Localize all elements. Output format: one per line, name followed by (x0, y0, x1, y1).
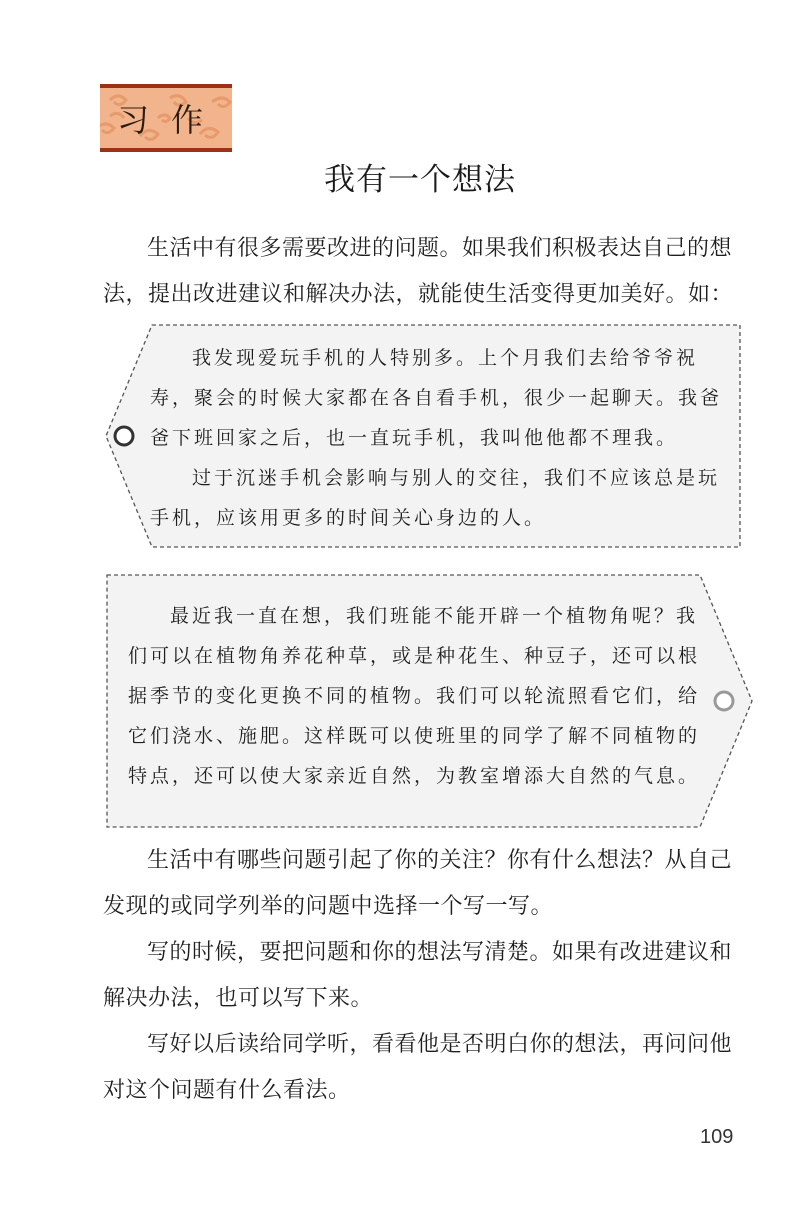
example-paragraph: 最近我一直在想，我们班能不能开辟一个植物角呢？我们可以在植物角养花种草，或是种花生、种豆子，还可以根据季节的变化更换不同的植物。我们可以轮流照看它们，给它们浇水、施肥。这样既可以使班里的同学了解不同植物的特点，还可以使大家亲近自然，为教室增添大自然的气息。 (128, 605, 701, 787)
section-tag-label: 习作 (116, 101, 225, 139)
instruction-paragraph: 写的时候，要把问题和你的想法写清楚。如果有改进建议和解决办法，也可以写下来。 (103, 940, 733, 1011)
example-paragraph: 我发现爱玩手机的人特别多。上个月我们去给爷爷祝寿，聚会的时候大家都在各自看手机，很少一起聊天。我爸爸下班回家之后，也一直玩手机，我叫他他都不理我。 (150, 347, 723, 449)
instruction-paragraph: 写好以后读给同学听，看看他是否明白你的想法，再问问他对这个问题有什么看法。 (103, 1032, 733, 1103)
page-number: 109 (700, 1126, 734, 1148)
example-paragraph: 过于沉迷手机会影响与别人的交往，我们不应该总是玩手机，应该用更多的时间关心身边的人。 (150, 467, 721, 529)
hole-ring-icon (715, 692, 733, 710)
instruction-paragraph: 生活中有哪些问题引起了你的关注？你有什么想法？从自己发现的或同学列举的问题中选择一个写一写。 (103, 848, 733, 919)
hole-ring-icon (115, 427, 133, 445)
intro-paragraph (103, 226, 753, 318)
intro-text: 生活中有很多需要改进的问题。如果我们积极表达自己的想法，提出改进建议和解决办法，就能使生活变得更加美好。如： (103, 236, 734, 307)
example-card-phone (102, 322, 744, 550)
example-card-phone-text (150, 338, 736, 538)
page-title: 我有一个想法 (324, 162, 516, 198)
example-card-plant-corner-text (128, 596, 700, 796)
section-tag (100, 84, 232, 152)
example-card-plant-corner (104, 572, 756, 830)
